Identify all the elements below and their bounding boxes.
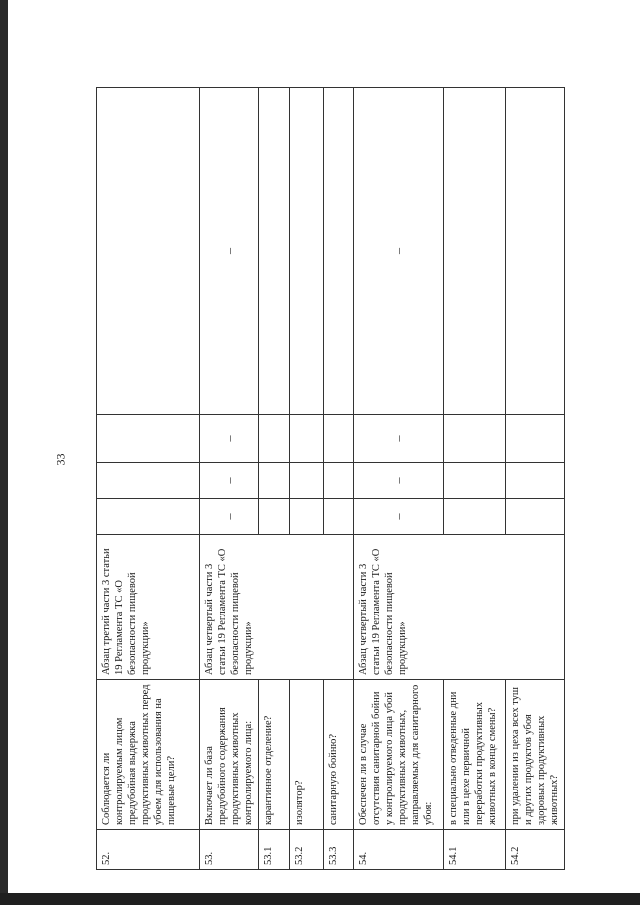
answer-yes-cell [259, 499, 290, 535]
row-number: 54.1 [444, 830, 506, 870]
question-text: санитарную бойню? [324, 680, 354, 830]
comment-cell [259, 88, 290, 415]
row-number: 54.2 [506, 830, 565, 870]
answer-na-cell [259, 415, 290, 463]
question-text: в специально отведенные дни или в цехе первичной переработки продуктивных животных в конце смены? [444, 680, 506, 830]
answer-no-cell [290, 463, 324, 499]
answer-yes-cell [290, 499, 324, 535]
row-number: 52. [97, 830, 200, 870]
answer-na-cell [444, 415, 506, 463]
answer-no-cell [259, 463, 290, 499]
answer-na-cell [290, 415, 324, 463]
table-row [444, 88, 506, 870]
table-row [506, 88, 565, 870]
row-number: 53. [200, 830, 259, 870]
question-text: карантинное отделение? [259, 680, 290, 830]
question-text: Соблюдается ли контролируемым лицом предубойная выдержка продуктивных животных перед убоем для использования на пищевые цели? [97, 680, 200, 830]
table-row [290, 88, 324, 870]
answer-na-cell: – [354, 415, 444, 463]
answer-na-cell: – [200, 415, 259, 463]
answer-yes-cell [444, 499, 506, 535]
answer-no-cell [506, 463, 565, 499]
comment-cell [506, 88, 565, 415]
comment-cell: – [354, 88, 444, 415]
answer-no-cell: – [354, 463, 444, 499]
table-row [97, 88, 200, 870]
page-number: 33 [53, 453, 68, 466]
table-row [200, 88, 259, 870]
answer-yes-cell [97, 499, 200, 535]
answer-na-cell [324, 415, 354, 463]
comment-cell [97, 88, 200, 415]
comment-cell [444, 88, 506, 415]
regulation-reference: Абзац четвертый части 3 статьи 19 Регламента ТС «О безопасности пищевой продукции» [200, 535, 354, 680]
answer-na-cell [506, 415, 565, 463]
comment-cell: – [200, 88, 259, 415]
table-row [324, 88, 354, 870]
answer-yes-cell [506, 499, 565, 535]
scan-bottom-edge [0, 893, 640, 905]
checklist-table-rotated [96, 88, 560, 870]
answer-no-cell: – [200, 463, 259, 499]
answer-yes-cell: – [354, 499, 444, 535]
answer-no-cell [324, 463, 354, 499]
question-text: изолятор? [290, 680, 324, 830]
regulation-reference: Абзац третий части 3 статьи 19 Регламента ТС «О безопасности пищевой продукции» [97, 535, 200, 680]
row-number: 54. [354, 830, 444, 870]
answer-no-cell [444, 463, 506, 499]
question-text: при удалении из цеха всех туш и других продуктов убоя здоровых продуктивных животных? [506, 680, 565, 830]
row-number: 53.2 [290, 830, 324, 870]
answer-na-cell [97, 415, 200, 463]
answer-no-cell [97, 463, 200, 499]
scan-left-edge [0, 0, 8, 905]
answer-yes-cell: – [200, 499, 259, 535]
comment-cell [290, 88, 324, 415]
table-row [259, 88, 290, 870]
question-text: Включает ли база предубойного содержания продуктивных животных контролируемого лица: [200, 680, 259, 830]
regulation-reference: Абзац четвертый части 3 статьи 19 Регламента ТС «О безопасности пищевой продукции» [354, 535, 565, 680]
checklist-table [96, 87, 565, 870]
table-row [354, 88, 444, 870]
answer-yes-cell [324, 499, 354, 535]
row-number: 53.1 [259, 830, 290, 870]
comment-cell [324, 88, 354, 415]
row-number: 53.3 [324, 830, 354, 870]
question-text: Обеспечен ли в случае отсутствия санитарной бойни у контролируемого лица убой продуктивных животных, направляемых для санитарного убоя: [354, 680, 444, 830]
